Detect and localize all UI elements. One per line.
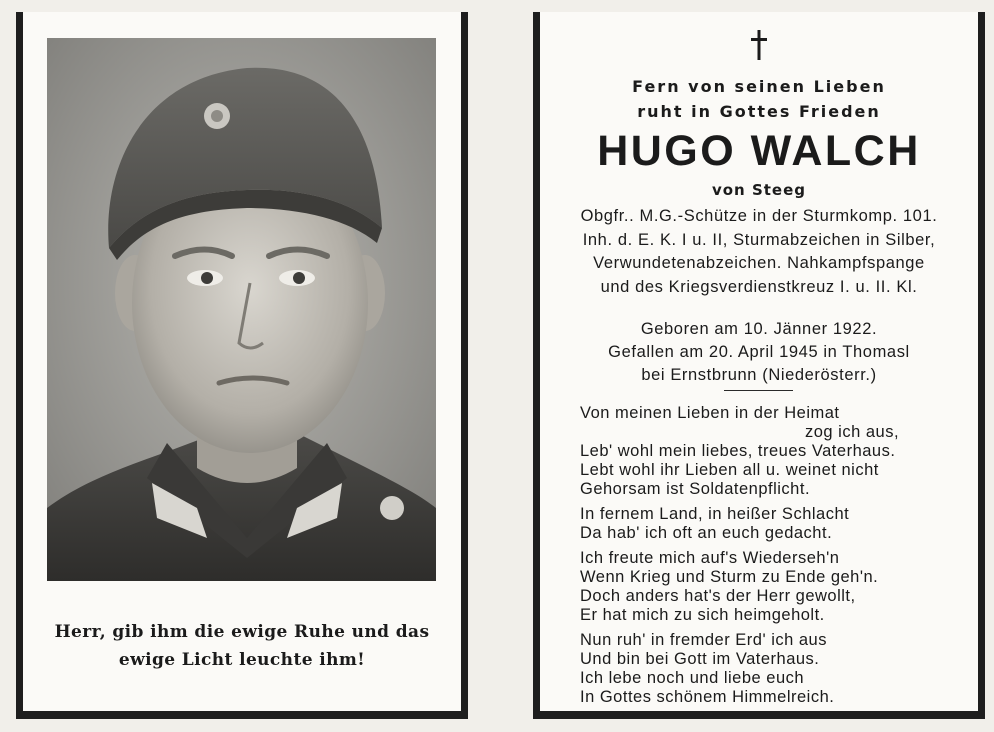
- memorial-card-left: [16, 12, 468, 719]
- rank-line-4: und des Kriegsverdienstkreuz I. u. II. Kl.: [600, 277, 918, 296]
- poem-line: Nun ruh' in fremder Erd' ich aus: [580, 631, 827, 649]
- birth-date-line: Geboren am 10. Jänner 1922.: [640, 320, 878, 338]
- deceased-name: HUGO WALCH: [597, 127, 921, 175]
- poem-line: In Gottes schönem Himmelreich.: [580, 688, 835, 706]
- poem-line: Gehorsam ist Soldatenpflicht.: [580, 480, 811, 498]
- memorial-poem: [580, 404, 950, 707]
- origin-text: von Steeg: [711, 181, 807, 199]
- rank-line-3: Verwundetenabzeichen. Nahkampfspange: [593, 254, 925, 272]
- poem-line: Leb' wohl mein liebes, treues Vaterhaus.: [580, 442, 896, 460]
- rank-and-decorations: [540, 205, 978, 299]
- poem-line: Ich lebe noch und liebe euch: [580, 669, 805, 687]
- poem-line: Er hat mich zu sich heimgeholt.: [580, 606, 825, 624]
- poem-line: Lebt wohl ihr Lieben all u. weinet nicht: [580, 461, 879, 479]
- poem-line: Ich freute mich auf's Wiederseh'n: [580, 549, 840, 567]
- prayer-line-1: Herr, gib ihm die ewige Ruhe und das: [54, 622, 430, 642]
- prayer-line-2: ewige Licht leuchte ihm!: [118, 650, 366, 670]
- life-dates: [540, 318, 978, 387]
- poem-line: Und bin bei Gott im Vaterhaus.: [580, 650, 820, 668]
- portrait-photo: [47, 38, 436, 581]
- death-date-line: Gefallen am 20. April 1945 in Thomasl: [608, 343, 910, 361]
- divider-rule: [724, 390, 793, 391]
- soldier-portrait-image: [47, 38, 436, 581]
- poem-line: In fernem Land, in heißer Schlacht: [580, 505, 850, 523]
- poem-line: zog ich aus,: [805, 423, 900, 441]
- prayer-text: [23, 618, 461, 674]
- poem-line: Wenn Krieg und Sturm zu Ende geh'n.: [580, 568, 879, 586]
- cross-icon: [540, 28, 978, 62]
- poem-line: Von meinen Lieben in der Heimat: [580, 404, 840, 422]
- intro-text: [540, 74, 978, 124]
- rank-line-1: Obgfr.. M.G.-Schütze in der Sturmkomp. 101.: [580, 207, 938, 225]
- intro-line-1: Fern von seinen Lieben: [632, 77, 886, 96]
- poem-line: Doch anders hat's der Herr gewollt,: [580, 587, 856, 605]
- intro-line-2: ruht in Gottes Frieden: [637, 102, 881, 121]
- poem-line: Da hab' ich oft an euch gedacht.: [580, 524, 833, 542]
- rank-line-2: Inh. d. E. K. I u. II, Sturmabzeichen in Silber,: [582, 230, 936, 249]
- death-place-line: bei Ernstbrunn (Niederösterr.): [641, 366, 877, 384]
- memorial-card-right: [533, 12, 985, 719]
